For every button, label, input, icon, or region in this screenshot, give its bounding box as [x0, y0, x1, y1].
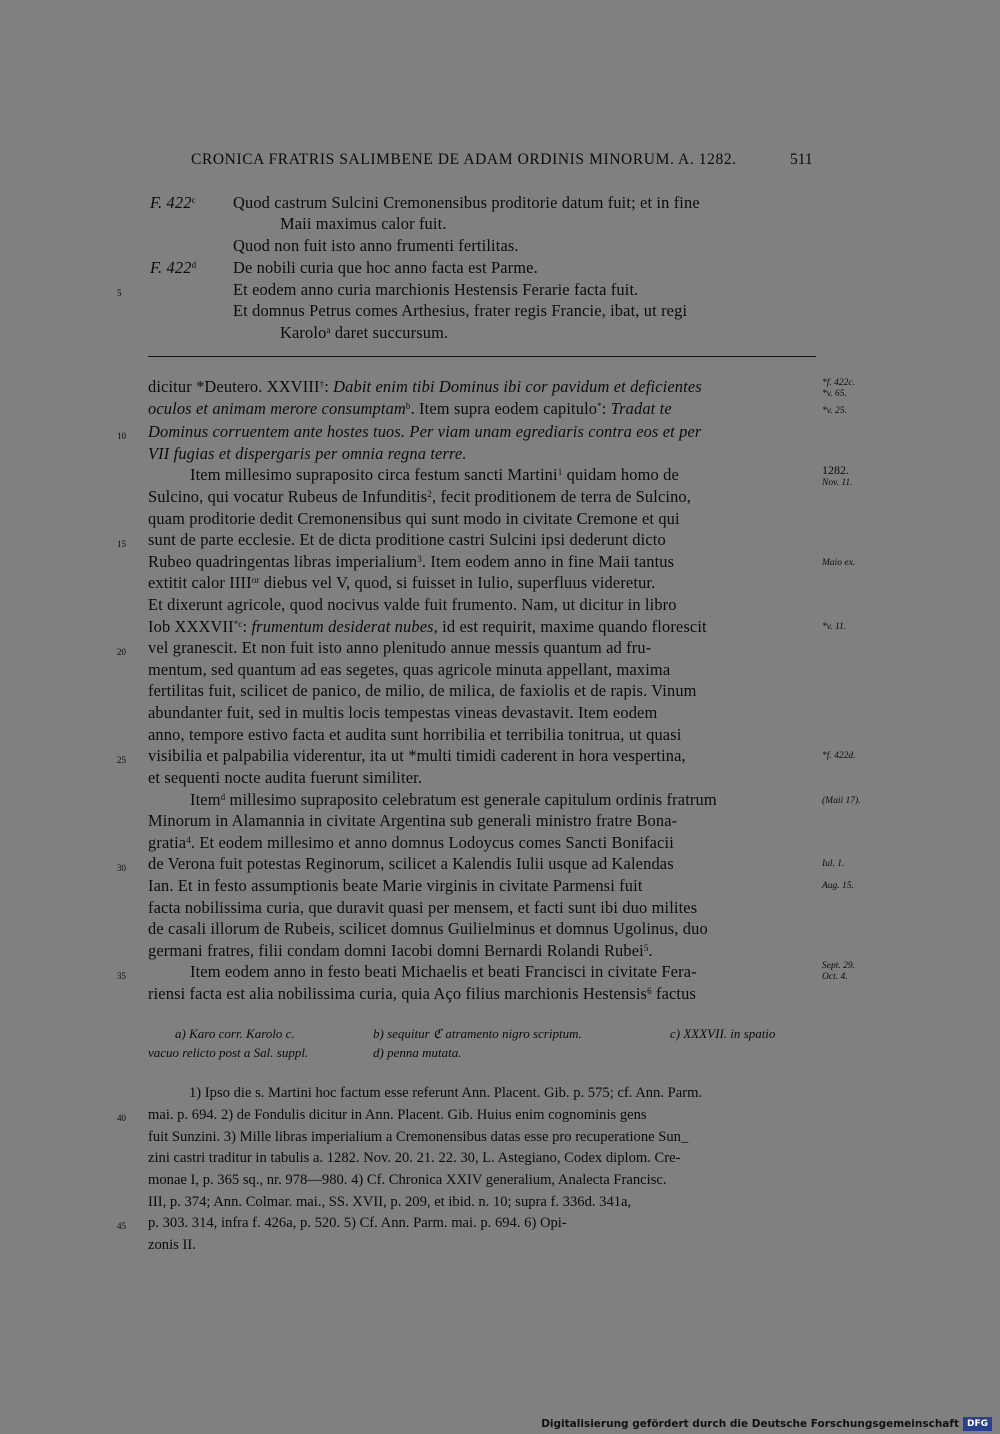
footnote-line: mai. p. 694. 2) de Fondulis dicitur in Ann. Placent. Gib. Huius enim cognominis gens — [148, 1107, 647, 1123]
margin-note: Sept. 29. — [822, 961, 855, 971]
footnote-line: fuit Sunzini. 3) Mille libras imperialium a Cremonensibus datas esse pro recuperatione Sun_ — [148, 1129, 689, 1145]
apparatus-note: a) Karo corr. Karolo c. — [175, 1026, 295, 1041]
page-number: 511 — [790, 151, 813, 168]
margin-note: *f. 422d. — [822, 751, 856, 761]
body-line: visibilia et palpabilia viderentur, ita ut *multi timidi caderent in hora vespertina, — [148, 746, 686, 765]
body-line: abundanter fuit, sed in multis locis tempestas vineas devastavit. Item eodem — [148, 703, 658, 722]
footnote-line: p. 303. 314, infra f. 426a, p. 520. 5) Cf. Ann. Parm. mai. p. 694. 6) Opi- — [148, 1215, 567, 1231]
line-number: 15 — [117, 539, 126, 549]
running-header: CRONICA FRATRIS SALIMBENE DE ADAM ORDINIS MINORUM. A. 1282. — [191, 151, 737, 168]
body-line: VII fugias et dispergaris per omnia regna terre. — [148, 444, 467, 463]
toc-line: Quod non fuit isto anno frumenti fertilitas. — [233, 236, 519, 255]
apparatus-note: c) XXXVII. in spatio — [670, 1026, 776, 1041]
margin-note: Iul. 1. — [822, 859, 845, 869]
toc-line: Quod castrum Sulcini Cremonensibus proditorie datum fuit; et in fine — [233, 193, 700, 212]
line-number: 25 — [117, 755, 126, 765]
footnote-line: zini castri traditur in tabulis a. 1282. Nov. 20. 21. 22. 30, L. Astegiano, Codex diplom. Cre- — [148, 1150, 681, 1166]
body-line: et sequenti nocte audita fuerunt similiter. — [148, 768, 423, 787]
body-line: mentum, sed quantum ad eas segetes, quas agricole minuta appellant, maxima — [148, 660, 671, 679]
body-line: de Verona fuit potestas Reginorum, scilicet a Kalendis Iulii usque ad Kalendas — [148, 854, 674, 873]
line-number: 20 — [117, 647, 126, 657]
line-number: 40 — [117, 1113, 126, 1123]
apparatus-note: d) penna mutata. — [373, 1045, 462, 1060]
body-line: oculos et animam merore consumptam$^b$. Item supra eodem capitulo*: Tradat te — [148, 399, 672, 418]
body-line: sunt de parte ecclesie. Et de dicta proditione castri Sulcini ipsi dederunt dicto — [148, 530, 666, 549]
body-line: extitit calor $IIII^{or}$ diebus vel V, quod, si fuisset in Iulio, superfluus videretur. — [148, 573, 656, 592]
toc-line: Et eodem anno curia marchionis Hestensis Ferarie facta fuit. — [233, 280, 639, 299]
toc-ref-2: F. 422$^d$ — [150, 258, 197, 277]
body-line: anno, tempore estivo facta et audita sunt horribilia et terribilia tonitrua, ut quasi — [148, 725, 682, 744]
separator-rule — [148, 356, 816, 357]
margin-note: Nov. 11. — [822, 478, 853, 488]
body-line: dicitur *Deutero. XXVIII†: Dabit enim tibi Dominus ibi cor pavidum et deficientes — [148, 377, 702, 396]
body-line: gratia$^4$. Et eodem millesimo et anno domnus Lodoycus comes Sancti Bonifacii — [148, 833, 674, 852]
margin-note: Oct. 4. — [822, 972, 848, 982]
toc-ref-label: F. 422 — [150, 258, 192, 277]
line-number: 30 — [117, 863, 126, 873]
body-line: riensi facta est alia nobilissima curia, quia Aço filius marchionis Hestensis$^6$ factus — [148, 984, 697, 1003]
toc-line: Et domnus Petrus comes Arthesius, frater regis Francie, ibat, ut regi — [233, 301, 688, 320]
body-line: facta nobilissima curia, que duravit quasi per mensem, et facti sunt ibi duo milites — [148, 898, 698, 917]
body-line: germani fratres, filii condam domni Iacobi domni Bernardi Rolandi Rubei$^5$. — [148, 941, 653, 960]
body-line: Item millesimo supraposito circa festum sancti Martini$^1$ quidam homo de — [190, 465, 679, 484]
body-line: de casali illorum de Rubeis, scilicet domnus Guilielminus et domnus Ugolinus, duo — [148, 919, 708, 938]
body-line: vel granescit. Et non fuit isto anno plenitudo annue messis quantum ad fru- — [148, 638, 652, 657]
body-line: Sulcino, qui vocatur Rubeus de Infunditis$^2$, fecit proditionem de terra de Sulcino, — [148, 487, 692, 506]
line-number: 10 — [117, 431, 126, 441]
funding-text: Digitalisierung gefördert durch die Deutsche Forschungsgemeinschaft — [541, 1418, 959, 1430]
footnote-line: III, p. 374; Ann. Colmar. mai., SS. XVII, p. 209, et ibid. n. 10; supra f. 336d. 341a, — [148, 1194, 632, 1210]
toc-line: De nobili curia que hoc anno facta est Parme. — [233, 258, 538, 277]
margin-note: *v. 11. — [822, 622, 847, 632]
body-line: Et dixerunt agricole, quod nocivus valde fuit frumento. Nam, ut dicitur in libro — [148, 595, 677, 614]
body-line: Dominus corruentem ante hostes tuos. Per viam unam egrediaris contra eos et per — [148, 422, 702, 441]
margin-note: Aug. 15. — [822, 881, 854, 891]
body-line: Item eodem anno in festo beati Michaelis et beati Francisci in civitate Fera- — [190, 962, 697, 981]
funding-footer — [541, 1417, 992, 1431]
line-number: 35 — [117, 971, 126, 981]
body-line: fertilitas fuit, scilicet de panico, de milio, de milica, de faxiolis et de rapis. Vinum — [148, 681, 697, 700]
toc-line: Maii maximus calor fuit. — [280, 214, 447, 233]
margin-year: 1282. — [822, 463, 849, 477]
margin-note: *v. 25. — [822, 406, 847, 416]
margin-note: Maio ex. — [822, 558, 856, 568]
toc-ref-1: F. 422$^c$ — [150, 193, 196, 212]
body-line: Ian. Et in festo assumptionis beate Marie virginis in civitate Parmensi fuit — [148, 876, 643, 895]
apparatus-note: b) sequitur ℭ atramento nigro scriptum. — [373, 1026, 582, 1041]
toc-ref-label: F. 422 — [150, 193, 192, 212]
margin-note: *f. 422c. — [822, 378, 855, 388]
footnote-line: monae I, p. 365 sq., nr. 978—980. 4) Cf. Chronica XXIV generalium, Analecta Francisc. — [148, 1172, 667, 1188]
apparatus-note: vacuo relicto post a Sal. suppl. — [148, 1045, 309, 1060]
body-line: Minorum in Alamannia in civitate Argentina sub generali ministro fratre Bona- — [148, 811, 678, 830]
line-number: 45 — [117, 1221, 126, 1231]
margin-note: *v. 65. — [822, 389, 847, 399]
footnote-line: 1) Ipso die s. Martini hoc factum esse referunt Ann. Placent. Gib. p. 575; cf. Ann. Parm. — [189, 1085, 703, 1101]
line-number: 5 — [117, 288, 122, 298]
margin-note: (Maii 17). — [822, 796, 861, 806]
footnote-line: zonis II. — [148, 1237, 196, 1253]
toc-line: Karolo$^a$ daret succursum. — [280, 323, 449, 342]
body-line: Rubeo quadringentas libras imperialium$^3$. Item eodem anno in fine Maii tantus — [148, 552, 675, 571]
body-line: Item$^d$ millesimo supraposito celebratum est generale capitulum ordinis fratrum — [190, 790, 717, 809]
body-line: quam proditorie dedit Cremonensibus qui sunt modo in civitate Cremone et qui — [148, 509, 680, 528]
body-line: Iob XXXVII$^{*c}$: frumentum desiderat nubes, id est requirit, maxime quando florescit — [148, 617, 707, 636]
dfg-logo-icon: DFG — [963, 1417, 992, 1431]
